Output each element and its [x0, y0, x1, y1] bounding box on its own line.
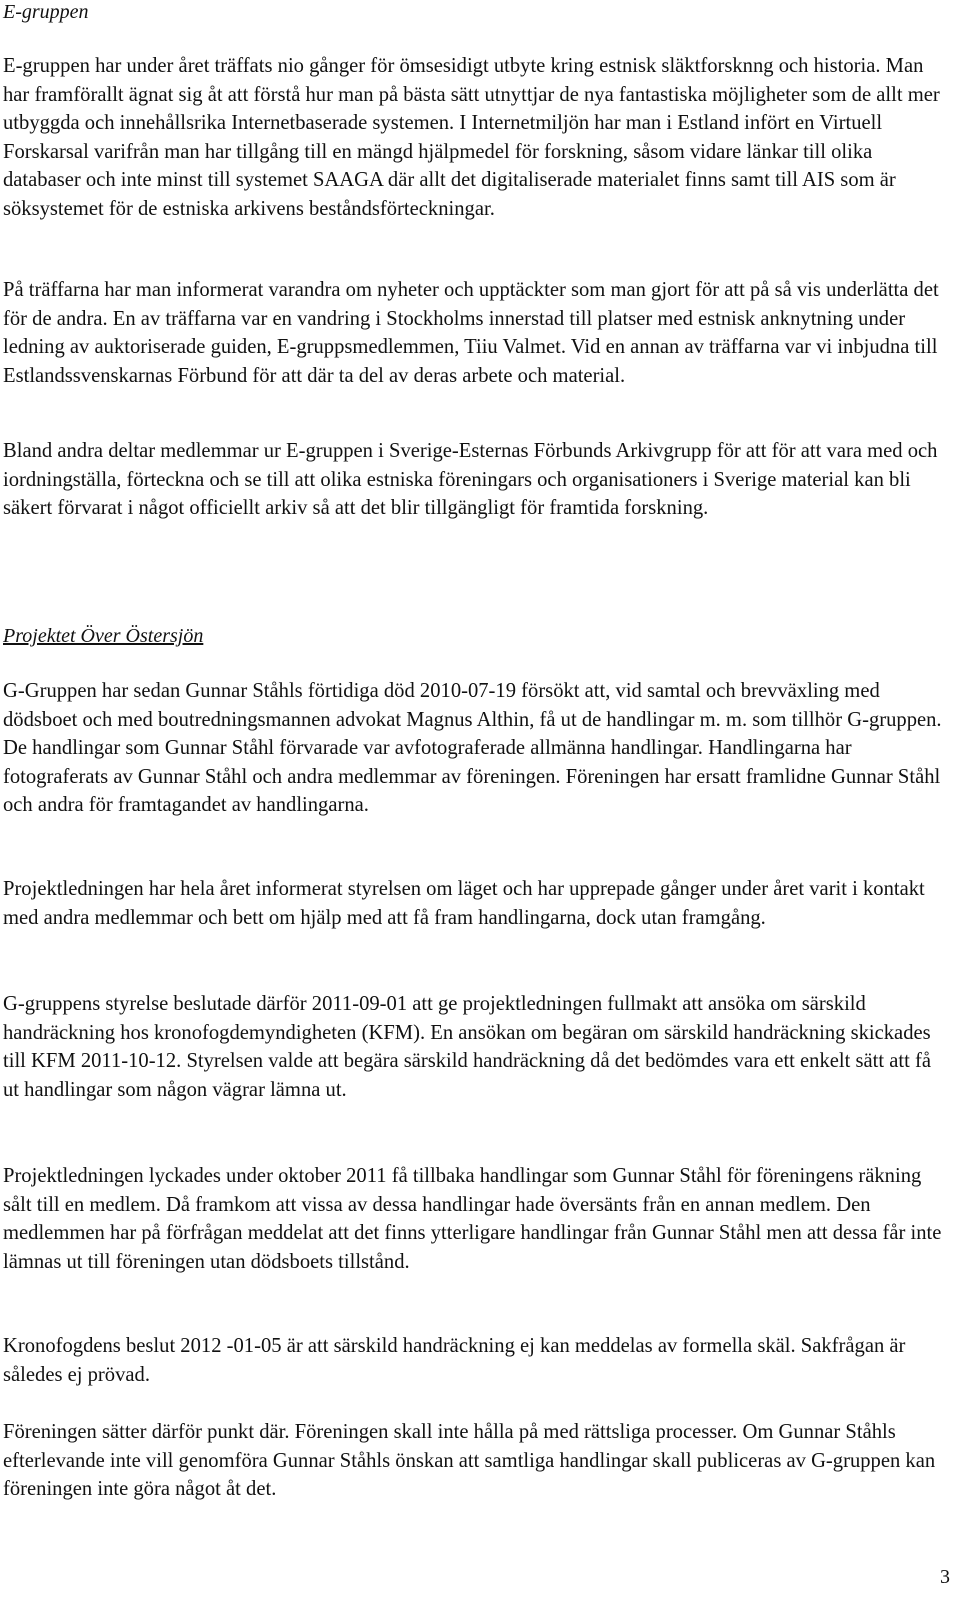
- paragraph: Kronofogdens beslut 2012 -01-05 är att särskild handräckning ej kan meddelas av formella skäl. Sakfrågan är således ej prövad.: [3, 1335, 906, 1386]
- paragraph: Projektledningen lyckades under oktober 2011 få tillbaka handlingar som Gunnar Ståhl för föreningens räkning sålt till en medlem. Då framkom att vissa av dessa handlingar hade översänts från en annan medlem. Den medlemmen har på förfrågan meddelat att det finns ytterligare handlingar från Gunnar Ståhl men att dessa får inte lämnas ut till föreningen utan dödsboets tillstånd.: [3, 1165, 942, 1273]
- page-number: 3: [940, 1566, 950, 1588]
- paragraph: G-gruppens styrelse beslutade därför 2011-09-01 att ge projektledningen fullmakt att ansöka om särskild handräckning hos kronofogdemyndigheten (KFM). En ansökan om begäran om särskild handräckning skickades till KFM 2011-10-12. Styrelsen valde att begära särskild handräckning då det bedömdes vara ett enkelt sätt att få ut handlingar som någon vägrar lämna ut.: [3, 993, 931, 1101]
- paragraph: E-gruppen har under året träffats nio gånger för ömsesidigt utbyte kring estnisk släktforsknng och historia. Man har framförallt ägnat sig åt att förstå hur man på bästa sätt utnyttjar de nya fantastiska möjligheter som de allt mer utbyggda och innehållsrika Internetbaserade systemen. I Internetmiljön har man i Estland infört en Virtuell Forskarsal varifrån man har tillgång till en mängd hjälpmedel för forskning, såsom vidare länkar till olika databaser och inte minst till systemet SAAGA där allt det digitaliserade materialet finns samt till AIS som är söksystemet för de estniska arkivens beståndsförteckningar.: [3, 55, 940, 220]
- paragraph: Föreningen sätter därför punkt där. Föreningen skall inte hålla på med rättsliga processer. Om Gunnar Ståhls efterlevande inte vill genomföra Gunnar Ståhls önskan att samtliga handlingar skall publiceras av G-gruppen kan föreningen inte göra något åt det.: [3, 1421, 936, 1501]
- paragraph: På träffarna har man informerat varandra om nyheter och upptäckter som man gjort för att på så vis underlätta det för de andra. En av träffarna var en vandring i Stockholms innerstad till platser med estnisk anknytning under ledning av auktoriserade guiden, E-gruppsmedlemmen, Tiiu Valmet. Vid en annan av träffarna var vi inbjudna till Estlandssvenskarnas Förbund för att där ta del av deras arbete och material.: [3, 279, 939, 387]
- section-heading-e-gruppen: E-gruppen: [3, 1, 89, 23]
- paragraph: Bland andra deltar medlemmar ur E-gruppen i Sverige-Esternas Förbunds Arkivgrupp för att för att vara med och iordningställa, förteckna och se till att olika estniska föreningars och organisationers i Sverige material kan bli säkert förvarat i något officiellt arkiv så att det blir tillgängligt för framtida forskning.: [3, 440, 938, 520]
- section-heading-projektet-over-ostersjon: Projektet Över Östersjön: [3, 625, 204, 647]
- paragraph: Projektledningen har hela året informerat styrelsen om läget och har upprepade gånger under året varit i kontakt med andra medlemmar och bett om hjälp med att få fram handlingarna, dock utan framgång.: [3, 878, 925, 929]
- paragraph: G-Gruppen har sedan Gunnar Ståhls förtidiga död 2010-07-19 försökt att, vid samtal och brevväxling med dödsboet och med boutredningsmannen advokat Magnus Althin, få ut de handlingar m. m. som tillhör G-gruppen. De handlingar som Gunnar Ståhl förvarade var avfotograferade allmänna handlingar. Handlingarna har fotograferats av Gunnar Ståhl och andra medlemmar av föreningen. Föreningen har ersatt framlidne Gunnar Ståhl och andra för framtagandet av handlingarna.: [3, 680, 942, 817]
